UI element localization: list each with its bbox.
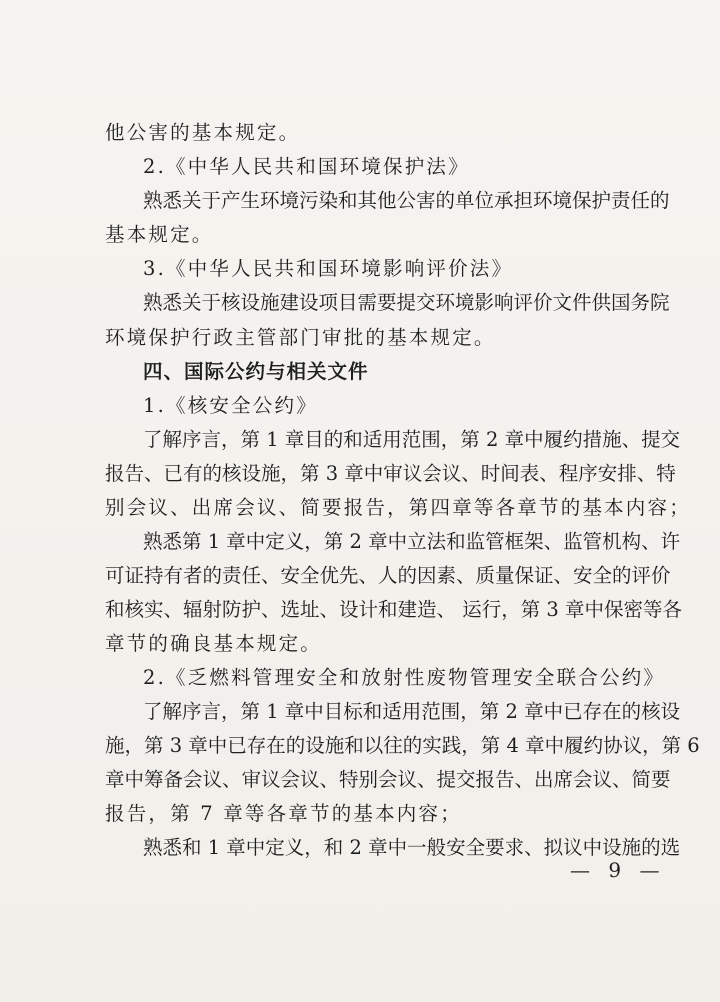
text-line: 和核实、辐射防护、选址、设计和建造、 运行，第 3 章中保密等各 [105,598,683,621]
text-line: 了解序言，第 1 章中目标和适用范围，第 2 章中已存在的核设 [143,700,681,723]
text-line: 报告、已有的核设施，第 3 章中审议会议、时间表、程序安排、特 [105,462,676,485]
text-line: 他公害的基本规定。 [105,121,301,144]
text-line: 基本规定。 [105,223,214,246]
section-heading: 四、国际公约与相关文件 [143,360,369,383]
text-line: 熟悉第 1 章中定义，第 2 章中立法和监管框架、监管机构、许 [143,530,681,553]
text-line: 施，第 3 章中已存在的设施和以往的实践，第 4 章中履约协议，第 6 [105,734,700,757]
text-line: 熟悉和 1 章中定义，和 2 章中一般安全要求、拟议中设施的选 [143,836,681,859]
page-number: — 9 — [570,858,666,882]
text-line: 可证持有者的责任、安全优先、人的因素、质量保证、安全的评价 [105,564,671,587]
text-line: 2.《中华人民共和国环境保护法》 [143,155,470,178]
text-line: 1.《核安全公约》 [143,394,318,417]
text-line: 2.《乏燃料管理安全和放射性废物管理安全联合公约》 [143,666,666,689]
text-line: 报告，第 7 章等各章节的基本内容； [105,802,462,825]
text-line: 环境保护行政主管部门审批的基本规定。 [105,326,496,349]
text-line: 熟悉关于产生环境污染和其他公害的单位承担环境保护责任的 [143,189,670,212]
text-line: 别会议、出席会议、简要报告，第四章等各章节的基本内容； [105,496,691,519]
text-line: 章节的确良基本规定。 [105,632,323,655]
text-line: 章中筹备会议、审议会议、特别会议、提交报告、出席会议、简要 [105,768,671,791]
text-line: 3.《中华人民共和国环境影响评价法》 [143,257,514,280]
text-line: 熟悉关于核设施建设项目需要提交环境影响评价文件供国务院 [143,291,670,314]
text-line: 了解序言，第 1 章目的和适用范围，第 2 章中履约措施、提交 [143,428,681,451]
